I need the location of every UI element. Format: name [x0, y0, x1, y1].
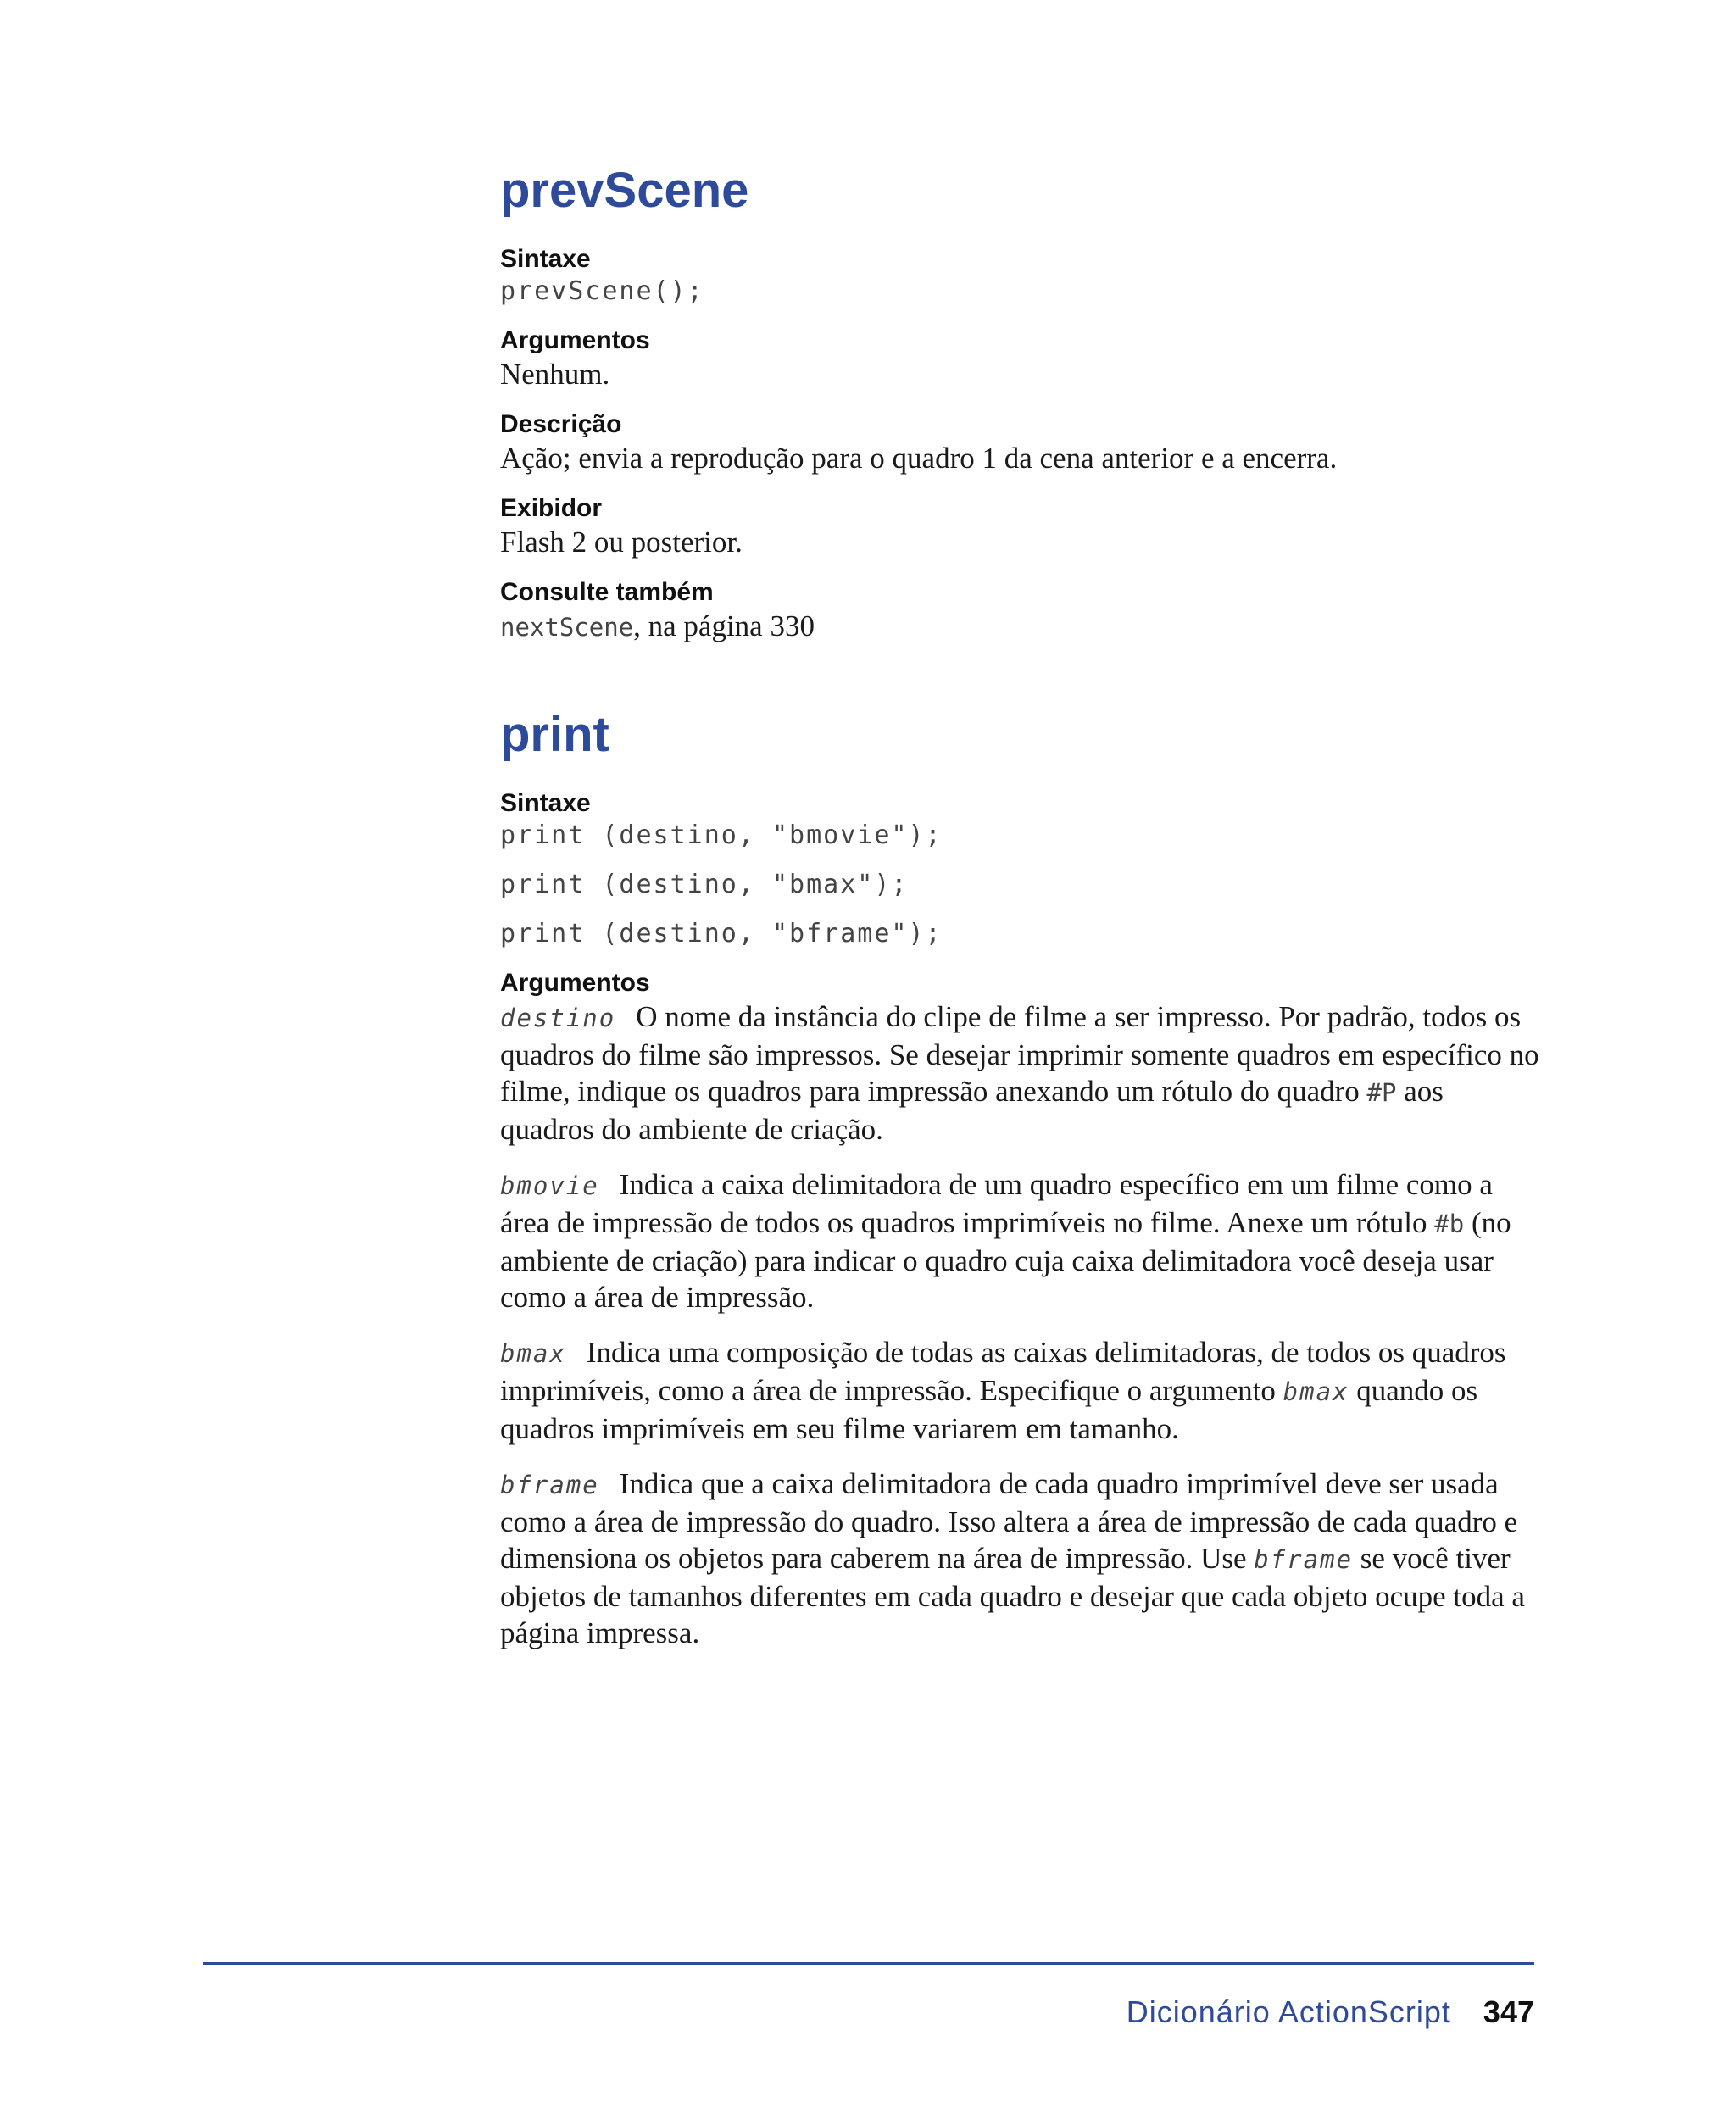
- entry-title: print: [500, 707, 609, 762]
- see-also-heading: Consulte também: [500, 578, 714, 606]
- see-also-line: [500, 608, 1543, 646]
- see-also-link[interactable]: nextScene: [500, 613, 634, 642]
- argument-name: bmax: [500, 1339, 566, 1368]
- entry-title: prevScene: [500, 163, 749, 218]
- description-heading: Descrição: [500, 410, 622, 438]
- syntax-code: prevScene();: [500, 276, 704, 306]
- syntax-heading: Sintaxe: [500, 245, 591, 273]
- argument-text: quando os quadros imprimíveis em seu filme variarem em tamanho.: [500, 1374, 1478, 1445]
- see-also-page-ref: , na página 330: [633, 609, 815, 642]
- argument-bmovie: [500, 1166, 1543, 1315]
- argument-name: destino: [500, 1004, 616, 1032]
- inline-code: #P: [1366, 1078, 1397, 1107]
- inline-argument-ref: bmax: [1283, 1377, 1349, 1406]
- syntax-code-line: print (destino, "bmax");: [500, 870, 909, 899]
- inline-code: #b: [1434, 1210, 1465, 1238]
- argument-text: Indica que a caixa delimitadora de cada quadro imprimível deve ser usada como a área de impressão do quadro. Isso altera a área de impressão de cada quadro e dimensiona os objetos para caberem na área de impressão. Use: [500, 1467, 1518, 1575]
- player-heading: Exibidor: [500, 494, 603, 522]
- inline-argument-ref: bframe: [1254, 1545, 1354, 1574]
- argument-name: bmovie: [500, 1171, 599, 1200]
- argument-text: Indica uma composição de todas as caixas delimitadoras, de todos os quadros imprimíveis, como a área de impressão. Especifique o argumento: [500, 1336, 1506, 1407]
- argument-name: bframe: [500, 1471, 599, 1499]
- syntax-code-line: print (destino, "bmovie");: [500, 820, 943, 850]
- argument-text: aos quadros do ambiente de criação.: [500, 1075, 1444, 1146]
- syntax-heading: Sintaxe: [500, 789, 591, 817]
- argument-text: O nome da instância do clipe de filme a ser impresso. Por padrão, todos os quadros do filme são impressos. Se desejar imprimir somente quadros em específico no filme, indique os quadros para impressão anexando um rótulo do quadro: [500, 1000, 1539, 1108]
- arguments-text: Nenhum.: [500, 358, 610, 391]
- page-footer: [1127, 1994, 1534, 2031]
- description-text: Ação; envia a reprodução para o quadro 1 da cena anterior e a encerra.: [500, 442, 1338, 475]
- argument-text: se você tiver objetos de tamanhos diferentes em cada quadro e desejar que cada objeto ocupe toda a página impressa.: [500, 1542, 1525, 1649]
- page-content: [500, 161, 1543, 1651]
- argument-text: (no ambiente de criação) para indicar o quadro cuja caixa delimitadora você deseja usar como a área de impressão.: [500, 1206, 1511, 1314]
- footer-title: Dicionário ActionScript: [1126, 1994, 1451, 2029]
- arguments-heading: Argumentos: [500, 326, 650, 354]
- page-number: 347: [1483, 1994, 1534, 2029]
- entry-prevscene: [500, 161, 1543, 646]
- footer-rule: [203, 1962, 1534, 1965]
- player-text: Flash 2 ou posterior.: [500, 526, 743, 559]
- argument-bmax: [500, 1334, 1543, 1447]
- argument-bframe: [500, 1466, 1543, 1651]
- argument-text: Indica a caixa delimitadora de um quadro específico em um filme como a área de impressão de todos os quadros imprimíveis no filme. Anexe um rótulo: [500, 1168, 1493, 1239]
- syntax-code-line: print (destino, "bframe");: [500, 919, 943, 948]
- arguments-heading: Argumentos: [500, 969, 650, 997]
- arguments-list: [500, 998, 1543, 1651]
- argument-destino: [500, 998, 1543, 1148]
- entry-print: [500, 705, 1543, 1651]
